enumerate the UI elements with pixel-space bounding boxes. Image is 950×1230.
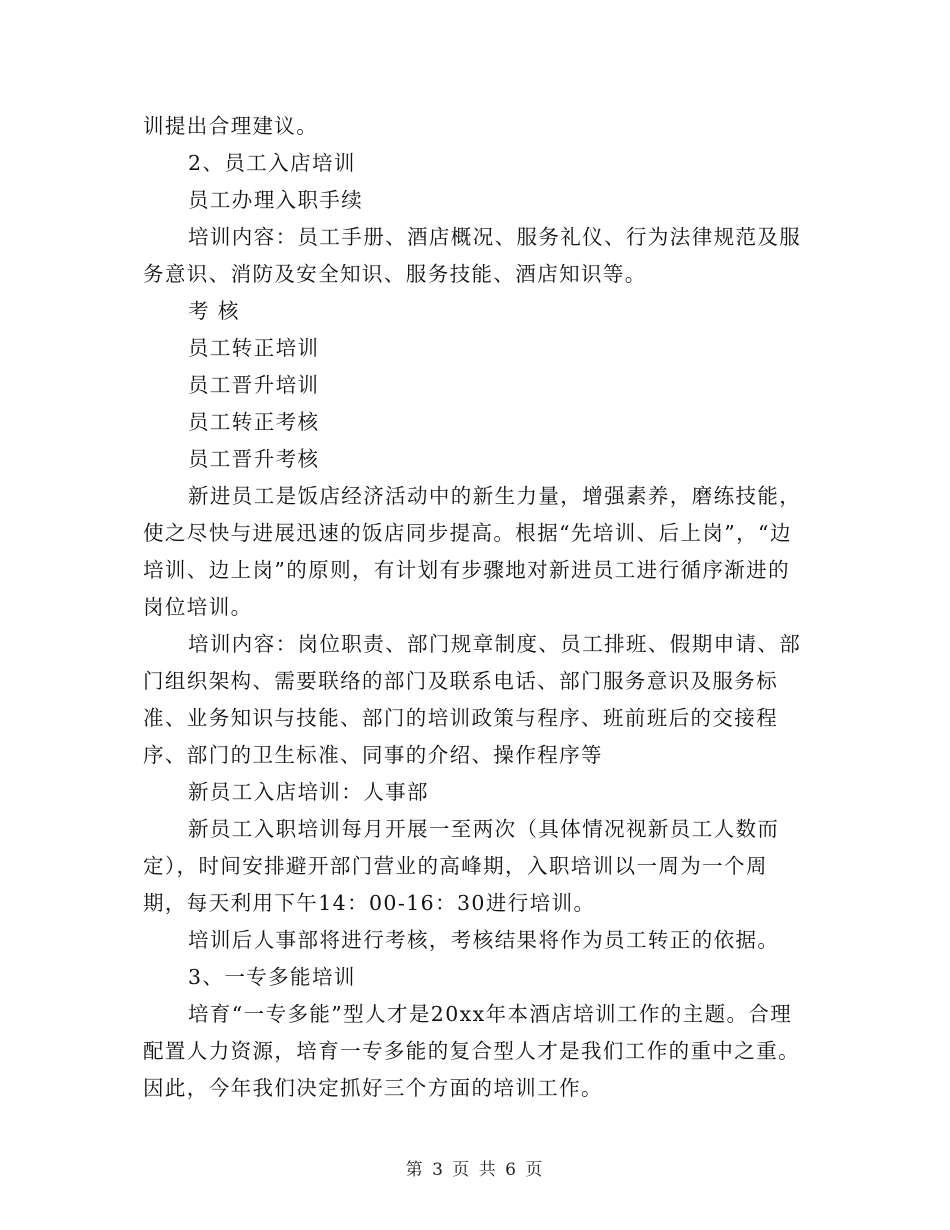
page-number-footer: 第 3 页 共 6 页	[405, 1160, 545, 1180]
paragraph-assessment: 培训后人事部将进行考核，考核结果将作为员工转正的依据。	[188, 928, 780, 952]
paragraph-multi-skill: 培育“一专多能”型人才是20xx年本酒店培训工作的主题。合理配置人力资源，培育一专多能的复合型人才是我们工作的重中之重。因此，今年我们决定抓好三个方面的培训工作。	[143, 1002, 800, 1100]
paragraph-item: 新员工入店培训：人事部	[188, 780, 429, 804]
section-heading-onboarding: 2、员工入店培训	[188, 151, 356, 175]
paragraph-item: 员工晋升培训	[188, 373, 320, 397]
paragraph-continuation: 训提出合理建议。	[143, 114, 319, 138]
paragraph-item: 员工晋升考核	[188, 447, 320, 471]
paragraph-item: 考 核	[188, 299, 240, 323]
paragraph-schedule: 新员工入职培训每月开展一至两次（具体情况视新员工人数而定），时间安排避开部门营业的高峰期，入职培训以一周为一个周期，每天利用下午14：00-16：30进行培训。	[143, 817, 780, 915]
section-heading-multi-skill: 3、一专多能培训	[188, 965, 356, 989]
paragraph-new-staff: 新进员工是饭店经济活动中的新生力量，增强素养，磨练技能，使之尽快与进展迅速的饭店同步提高。根据“先培训、后上岗”，“边培训、边上岗”的原则，有计划有步骤地对新进员工进行循序渐进的岗位培训。	[143, 484, 802, 619]
paragraph-training-content: 培训内容：岗位职责、部门规章制度、员工排班、假期申请、部门组织架构、需要联络的部门及联系电话、部门服务意识及服务标准、业务知识与技能、部门的培训政策与程序、班前班后的交接程序、部门的卫生标准、同事的介绍、操作程序等	[143, 632, 802, 767]
paragraph-item: 员工转正考核	[188, 410, 320, 434]
paragraph-item: 员工办理入职手续	[188, 188, 364, 212]
paragraph-item: 员工转正培训	[188, 336, 320, 360]
document-body	[143, 108, 808, 1107]
paragraph-training-content: 培训内容：员工手册、酒店概况、服务礼仪、行为法律规范及服务意识、消防及安全知识、服务技能、酒店知识等。	[143, 225, 802, 286]
